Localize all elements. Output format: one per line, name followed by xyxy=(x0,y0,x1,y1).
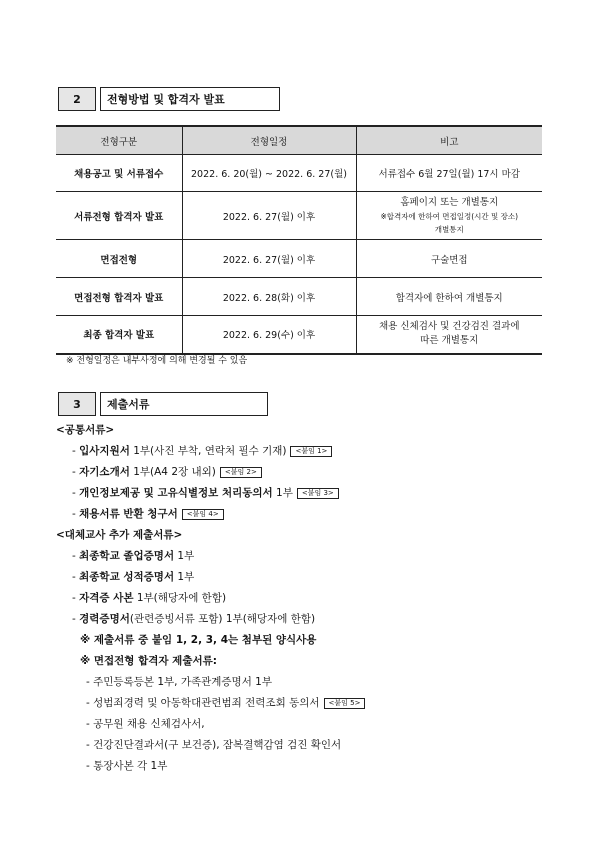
attachment-badge: <붙임 4> xyxy=(182,509,224,520)
table-row xyxy=(56,192,542,240)
doc-desc: (관련증빙서류 포함) 1부(해당자에 한함) xyxy=(129,613,316,625)
stage-cell: 최종 합격자 발표 xyxy=(56,316,182,354)
attachment-badge: <붙임 5> xyxy=(324,698,366,709)
remark-line: 따른 개별통지 xyxy=(420,335,479,347)
doc-name: 개인정보제공 및 고유식별정보 처리동의서 xyxy=(79,487,273,499)
date-cell: 2022. 6. 20(월) ~ 2022. 6. 27(월) xyxy=(182,155,356,192)
list-item xyxy=(56,735,546,756)
bullet: - xyxy=(72,466,76,478)
doc-text: 통장사본 각 1부 xyxy=(93,760,168,772)
doc-name: 최종학교 성적증명서 xyxy=(79,571,175,583)
doc-desc: 1부(사진 부착, 연락처 필수 기재) xyxy=(129,445,287,457)
documents-list xyxy=(56,420,546,777)
column-header: 비고 xyxy=(356,126,542,155)
doc-text: 성범죄경력 및 아동학대관련범죄 전력조회 동의서 xyxy=(93,697,320,709)
bullet: - xyxy=(72,487,76,499)
stage-cell: 채용공고 및 서류접수 xyxy=(56,155,182,192)
bullet: - xyxy=(86,697,90,709)
bullet: - xyxy=(72,613,76,625)
doc-desc: 1부 xyxy=(272,487,293,499)
remark-cell: 서류접수 6월 27일(월) 17시 마감 xyxy=(356,155,542,192)
list-item xyxy=(56,693,546,714)
remark-line: 홈페이지 또는 개별통지 xyxy=(400,196,499,208)
section-3-header xyxy=(58,392,268,416)
list-item xyxy=(56,462,546,483)
list-item xyxy=(56,546,546,567)
attachment-badge: <붙임 3> xyxy=(297,488,339,499)
remark-cell: 구술면접 xyxy=(356,240,542,278)
list-item xyxy=(56,567,546,588)
doc-name: 자기소개서 xyxy=(79,466,130,478)
table-row xyxy=(56,316,542,354)
interview-docs-notice xyxy=(56,651,546,672)
column-header: 전형구분 xyxy=(56,126,182,155)
doc-desc: 1부(A4 2장 내외) xyxy=(129,466,216,478)
doc-name: 경력증명서 xyxy=(79,613,130,625)
doc-text: 주민등록등본 1부, 가족관계증명서 1부 xyxy=(93,676,272,688)
reference-mark: ※ xyxy=(80,634,91,646)
doc-desc: 1부 xyxy=(174,550,195,562)
bullet: - xyxy=(86,676,90,688)
stage-cell: 면접전형 xyxy=(56,240,182,278)
doc-text: 건강진단결과서(구 보건증), 잠복결핵감염 검진 확인서 xyxy=(93,739,342,751)
doc-name: 최종학교 졸업증명서 xyxy=(79,550,175,562)
bullet: - xyxy=(72,550,76,562)
remark-line: ※합격자에 한하여 면접일정(시간 및 장소) xyxy=(380,211,519,221)
bullet: - xyxy=(86,739,90,751)
section-title: 제출서류 xyxy=(100,392,268,416)
list-item xyxy=(56,441,546,462)
extra-docs-heading: <대체교사 추가 제출서류> xyxy=(56,529,183,541)
reference-mark: ※ xyxy=(80,655,91,667)
date-cell: 2022. 6. 27(월) 이후 xyxy=(182,192,356,240)
bullet: - xyxy=(72,445,76,457)
doc-name: 입사지원서 xyxy=(79,445,130,457)
template-notice xyxy=(56,630,546,651)
schedule-table xyxy=(56,125,542,355)
list-item xyxy=(56,504,546,525)
common-docs-heading: <공통서류> xyxy=(56,424,115,436)
list-item xyxy=(56,483,546,504)
section-number: 3 xyxy=(58,392,96,416)
list-item xyxy=(56,756,546,777)
doc-name: 자격증 사본 xyxy=(79,592,134,604)
section-number: 2 xyxy=(58,87,96,111)
notice-text: 면접전형 합격자 제출서류: xyxy=(93,655,217,667)
stage-cell: 서류전형 합격자 발표 xyxy=(56,192,182,240)
bullet: - xyxy=(72,508,76,520)
list-item xyxy=(56,714,546,735)
bullet: - xyxy=(86,760,90,772)
list-item xyxy=(56,588,546,609)
column-header: 전형일정 xyxy=(182,126,356,155)
remark-line: 채용 신체검사 및 건강검진 결과에 xyxy=(378,321,520,333)
doc-desc: 1부(해당자에 한함) xyxy=(133,592,227,604)
bullet: - xyxy=(72,571,76,583)
date-cell: 2022. 6. 27(월) 이후 xyxy=(182,240,356,278)
stage-cell: 면접전형 합격자 발표 xyxy=(56,278,182,316)
notice-text: 제출서류 중 붙임 1, 2, 3, 4는 첨부된 양식사용 xyxy=(93,634,317,646)
remark-cell xyxy=(356,192,542,240)
table-row xyxy=(56,240,542,278)
date-cell: 2022. 6. 29(수) 이후 xyxy=(182,316,356,354)
section-2-header xyxy=(58,87,280,111)
remark-cell: 합격자에 한하여 개별통지 xyxy=(356,278,542,316)
table-row xyxy=(56,155,542,192)
list-item xyxy=(56,672,546,693)
table-row xyxy=(56,278,542,316)
remark-cell xyxy=(356,316,542,354)
doc-name: 채용서류 반환 청구서 xyxy=(79,508,178,520)
bullet: - xyxy=(86,718,90,730)
list-item xyxy=(56,609,546,630)
attachment-badge: <붙임 2> xyxy=(220,467,262,478)
doc-desc: 1부 xyxy=(174,571,195,583)
section-title: 전형방법 및 합격자 발표 xyxy=(100,87,280,111)
attachment-badge: <붙임 1> xyxy=(290,446,332,457)
date-cell: 2022. 6. 28(화) 이후 xyxy=(182,278,356,316)
table-header-row xyxy=(56,126,542,155)
doc-text: 공무원 채용 신체검사서, xyxy=(93,718,205,730)
schedule-note: ※ 전형일정은 내부사정에 의해 변경될 수 있음 xyxy=(66,356,248,366)
remark-line: 개별통지 xyxy=(434,224,464,234)
bullet: - xyxy=(72,592,76,604)
